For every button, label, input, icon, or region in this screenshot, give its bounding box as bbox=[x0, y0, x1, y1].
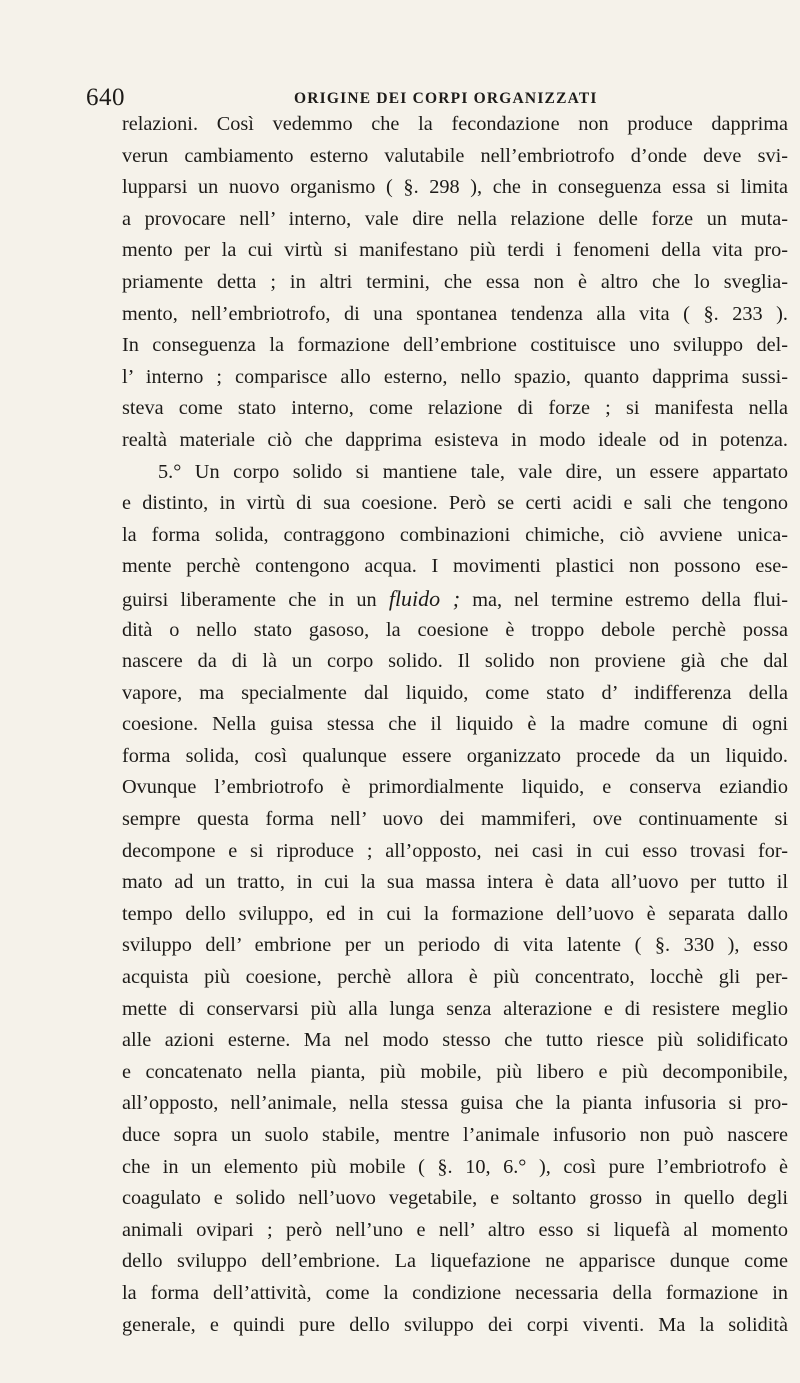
text-line: relazioni. Così vedemmo che la fecondazione non produce dapprima bbox=[122, 113, 788, 135]
text-line: steva come stato interno, come relazione di forze ; si manifesta nella bbox=[122, 397, 788, 420]
text-line: decompone e si riproduce ; all’opposto, nei casi in cui esso trovasi for- bbox=[122, 839, 788, 862]
text-line: coagulato e solido nell’uovo vegetabile, e soltanto grosso in quello degli bbox=[122, 1187, 788, 1210]
text-line: a provocare nell’ interno, vale dire nella relazione delle forze un muta- bbox=[122, 207, 788, 230]
italic-word: fluido ; bbox=[388, 585, 461, 611]
text-line: la forma dell’attività, come la condizione necessaria della formazione in bbox=[122, 1281, 788, 1304]
text-line: l’ interno ; comparisce allo esterno, nello spazio, quanto dapprima sussi- bbox=[122, 365, 788, 388]
text-line: mento per la cui virtù si manifestano più terdi i fenomeni della vita pro- bbox=[122, 239, 788, 262]
text-line: vapore, ma specialmente dal liquido, come stato d’ indifferenza della bbox=[122, 681, 788, 704]
text-line: forma solida, così qualunque essere organizzato procede da un liquido. bbox=[122, 744, 788, 767]
text-line: la forma solida, contraggono combinazioni chimiche, ciò avviene unica- bbox=[122, 523, 788, 546]
text-line: e concatenato nella pianta, più mobile, più libero e più decomponibile, bbox=[122, 1060, 788, 1083]
text-line: priamente detta ; in altri termini, che essa non è altro che lo sveglia- bbox=[122, 270, 788, 293]
text-line: mette di conservarsi più alla lunga senza alterazione e di resistere meglio bbox=[122, 997, 788, 1020]
text-line: acquista più coesione, perchè allora è più concentrato, locchè gli per- bbox=[122, 966, 788, 989]
text-line: sempre questa forma nell’ uovo dei mammiferi, ove continuamente si bbox=[122, 808, 788, 831]
text-line: dità o nello stato gasoso, la coesione è troppo debole perchè possa bbox=[122, 618, 788, 641]
text-line: mente perchè contengono acqua. I movimenti plastici non possono ese- bbox=[122, 555, 788, 578]
text-line: animali ovipari ; però nell’uno e nell’ altro esso si liquefà al momento bbox=[122, 1218, 788, 1241]
text-line: all’opposto, nell’animale, nella stessa guisa che la pianta infusoria si pro- bbox=[122, 1092, 788, 1115]
text-line: realtà materiale ciò che dapprima esisteva in modo ideale od in potenza. bbox=[122, 428, 788, 451]
body-text bbox=[122, 109, 788, 1341]
text-line: nascere da di là un corpo solido. Il solido non proviene già che dal bbox=[122, 650, 788, 673]
text-line: dello sviluppo dell’embrione. La liquefazione ne apparisce dunque come bbox=[122, 1250, 788, 1273]
text-line: sviluppo dell’ embrione per un periodo di vita latente ( §. 330 ), esso bbox=[122, 934, 788, 957]
text-line: In conseguenza la formazione dell’embrione costituisce uno sviluppo del- bbox=[122, 334, 788, 357]
text-line: duce sopra un suolo stabile, mentre l’animale infusorio non può nascere bbox=[122, 1124, 788, 1146]
text-line: verun cambiamento esterno valutabile nell’embriotrofo d’onde deve svi- bbox=[122, 144, 788, 167]
text-line: che in un elemento più mobile ( §. 10, 6.° ), così pure l’embriotrofo è bbox=[122, 1155, 788, 1178]
text-line: mato ad un tratto, in cui la sua massa intera è data all’uovo per tutto il bbox=[122, 871, 788, 894]
text-line: e distinto, in virtù di sua coesione. Però se certi acidi e sali che tengono bbox=[122, 492, 788, 515]
text-line: generale, e quindi pure dello sviluppo dei corpi viventi. Ma la solidità bbox=[122, 1313, 788, 1336]
text-line: mento, nell’embriotrofo, di una spontanea tendenza alla vita ( §. 233 ). bbox=[122, 302, 788, 325]
text-segment: ma, nel termine estremo della flui- bbox=[460, 588, 788, 611]
text-line-with-italic bbox=[122, 583, 788, 615]
text-line: Ovunque l’embriotrofo è primordialmente liquido, e conserva eziandio bbox=[122, 776, 788, 799]
text-line: tempo dello sviluppo, ed in cui la formazione dell’uovo è separata dallo bbox=[122, 902, 788, 925]
text-segment: guirsi liberamente che in un bbox=[122, 588, 377, 611]
running-head: ORIGINE DEI CORPI ORGANIZZATI bbox=[294, 90, 598, 107]
text-line: alle azioni esterne. Ma nel modo stesso che tutto riesce più solidificato bbox=[122, 1029, 788, 1052]
paragraph-start-line: 5.° Un corpo solido si mantiene tale, vale dire, un essere appartato bbox=[158, 460, 788, 483]
page-number: 640 bbox=[86, 84, 125, 111]
text-line: lupparsi un nuovo organismo ( §. 298 ), che in conseguenza essa si limita bbox=[122, 176, 788, 199]
text-line: coesione. Nella guisa stessa che il liquido è la madre comune di ogni bbox=[122, 713, 788, 736]
